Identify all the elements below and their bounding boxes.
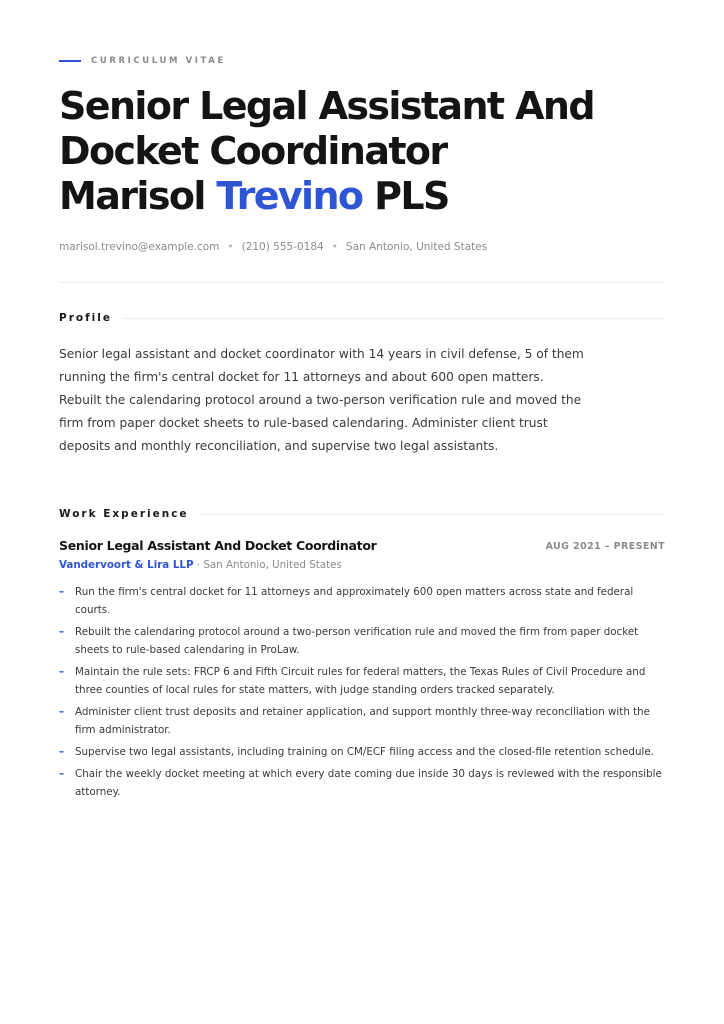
eyebrow-label: CURRICULUM VITAE (91, 56, 226, 66)
name-line (59, 174, 679, 219)
bullet-dash-icon: – (59, 626, 65, 638)
section-divider (124, 318, 665, 319)
header-divider (59, 282, 665, 283)
list-item (59, 743, 665, 761)
job-dates: AUG 2021 – PRESENT (545, 541, 665, 552)
bullet-text: Administer client trust deposits and retainer application, and support monthly three-way reconciliation with the firm administrator. (75, 706, 651, 736)
job-title: Senior Legal Assistant And Docket Coordinator (59, 538, 377, 553)
contact-email[interactable]: marisol.trevino@example.com (59, 241, 220, 253)
eyebrow-accent-rule (59, 60, 81, 62)
bullet-text: Run the firm's central docket for 11 attorneys and approximately 600 open matters across state and federal courts. (75, 586, 634, 616)
bullet-dash-icon: – (59, 768, 65, 780)
list-item (59, 663, 665, 699)
job-company: Vandervoort & Lira LLP (59, 559, 194, 571)
contact-separator: • (331, 241, 338, 253)
job-bullet-list (59, 583, 665, 805)
list-item (59, 623, 665, 659)
contact-separator: • (227, 241, 234, 253)
page-title (59, 84, 679, 219)
bullet-text: Maintain the rule sets: FRCP 6 and Fifth Circuit rules for federal matters, the Texas Rules of Civil Procedure and three counties of local rules for state matters, with judge standing orders tracked separately. (75, 666, 646, 696)
bullet-dash-icon: – (59, 746, 65, 758)
name-suffix: PLS (374, 174, 449, 218)
job-meta-separator: · (193, 559, 204, 571)
job-location: San Antonio, United States (203, 559, 342, 571)
list-item (59, 583, 665, 619)
eyebrow (59, 56, 226, 66)
profile-heading: Profile (59, 312, 112, 324)
bullet-text: Rebuilt the calendaring protocol around a two-person verification rule and moved the firm from paper docket sheets to rule-based calendaring in ProLaw. (75, 626, 639, 656)
experience-heading: Work Experience (59, 508, 189, 520)
bullet-text: Supervise two legal assistants, including training on CM/ECF filing access and the closed-file retention schedule. (75, 746, 654, 758)
name-first: Marisol (59, 174, 205, 218)
list-item (59, 703, 665, 739)
bullet-text: Chair the weekly docket meeting at which every date coming due inside 30 days is reviewed with the responsible attorney. (75, 768, 662, 798)
bullet-dash-icon: – (59, 706, 65, 718)
bullet-dash-icon: – (59, 666, 65, 678)
list-item (59, 765, 665, 801)
experience-section-heading (59, 508, 665, 520)
title-line-2: Docket Coordinator (59, 129, 447, 173)
contact-location: San Antonio, United States (345, 241, 488, 253)
profile-text: Senior legal assistant and docket coordinator with 14 years in civil defense, 5 of them running the firm's central docket for 11 attorneys and about 600 open matters. Rebuilt the calendaring protocol around a two-person verification rule and moved the firm from paper docket sheets to rule-based calendaring. Administer client trust deposits and monthly reconciliation, and supervise two legal assistants. (59, 347, 584, 453)
contact-phone[interactable]: (210) 555-0184 (241, 241, 324, 253)
bullet-dash-icon: – (59, 586, 65, 598)
title-line-1: Senior Legal Assistant And (59, 84, 594, 128)
name-last: Trevino (216, 174, 363, 218)
contact-line (59, 241, 487, 253)
profile-section-heading (59, 312, 665, 324)
job-meta (59, 559, 342, 571)
section-divider (201, 514, 665, 515)
